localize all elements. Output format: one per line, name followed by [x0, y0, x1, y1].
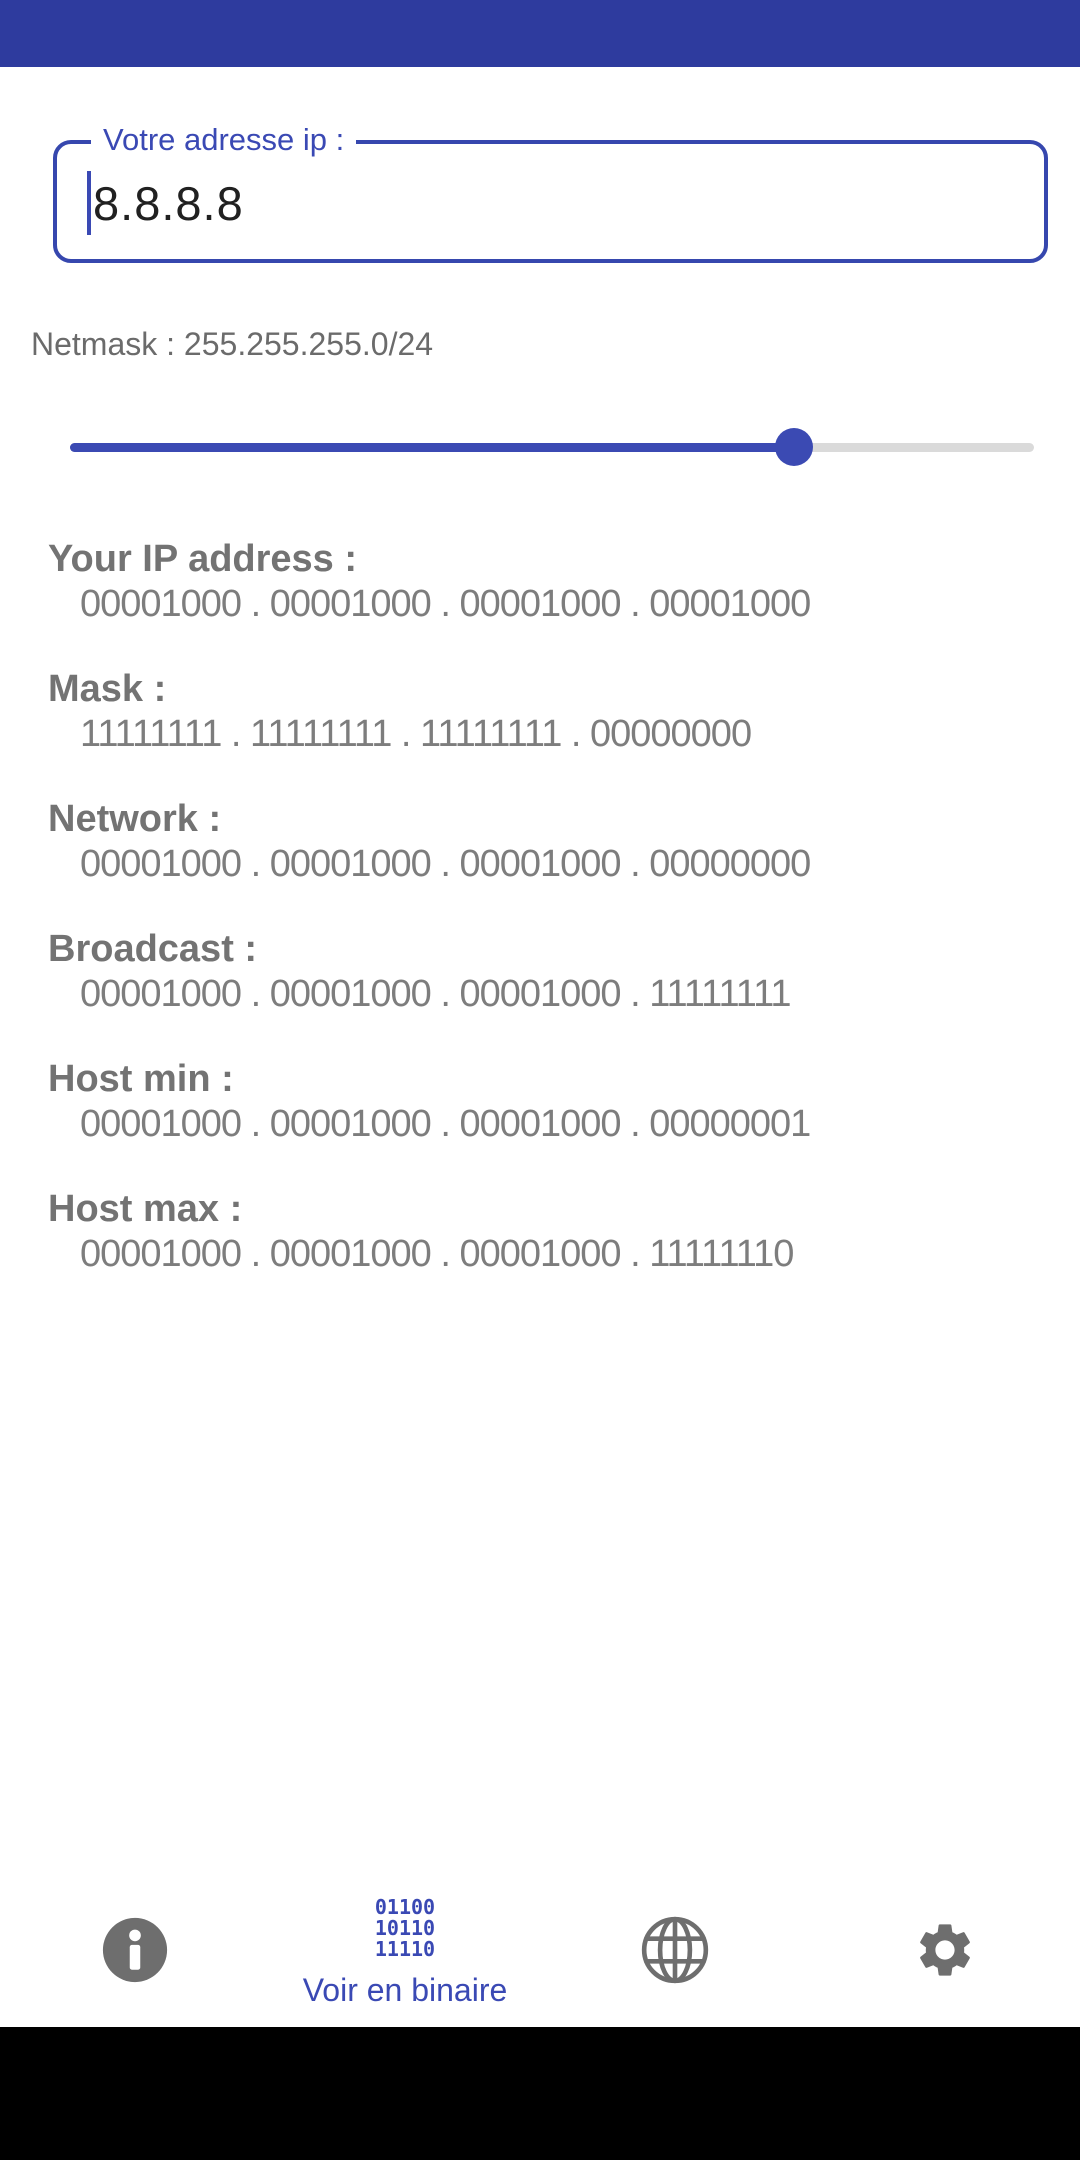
row-host-max [0, 1187, 1080, 1277]
section-label: Network : [48, 798, 222, 840]
ip-field-label: Votre adresse ip : [91, 122, 356, 158]
binary-results [0, 537, 1080, 1317]
app-bar [0, 0, 1080, 67]
section-label: Your IP address : [48, 538, 358, 580]
binary-tab-label[interactable]: Voir en binaire [302, 1971, 508, 2008]
binary-value: 00001000 . 00001000 . 00001000 . 11111110 [80, 1233, 794, 1275]
row-host-min [0, 1057, 1080, 1147]
tab-settings[interactable] [810, 1878, 1080, 2027]
binary-value: 00001000 . 00001000 . 00001000 . 00000000 [80, 843, 811, 885]
binary-value: 00001000 . 00001000 . 00001000 . 00001000 [80, 583, 811, 625]
row-mask [0, 667, 1080, 757]
netmask-slider[interactable] [70, 427, 1034, 467]
binary-value: 11111111 . 11111111 . 11111111 . 00000000 [80, 713, 752, 755]
ip-address-field[interactable] [53, 122, 1048, 263]
slider-fill [70, 443, 794, 452]
netmask-text: Netmask : 255.255.255.0/24 [31, 326, 434, 362]
row-broadcast [0, 927, 1080, 1017]
binary-value: 00001000 . 00001000 . 00001000 . 11111111 [80, 973, 791, 1015]
gear-icon [913, 1918, 977, 1987]
tab-voir-en-binaire[interactable] [270, 1878, 540, 2027]
info-icon [100, 1915, 170, 1990]
tab-network[interactable] [540, 1878, 810, 2027]
system-nav-bar [0, 2027, 1080, 2160]
text-cursor [87, 171, 91, 235]
section-label: Host max : [48, 1188, 243, 1230]
slider-thumb[interactable] [775, 428, 813, 466]
row-network [0, 797, 1080, 887]
section-label: Mask : [48, 668, 167, 710]
tab-info[interactable] [0, 1878, 270, 2027]
ip-field-value[interactable]: 8.8.8.8 [93, 176, 244, 230]
binary-value: 00001000 . 00001000 . 00001000 . 00000001 [80, 1103, 811, 1145]
bottom-nav [0, 1878, 1080, 2027]
binary-preview-icon: 01100 10110 11110 [374, 1894, 436, 1961]
section-label: Host min : [48, 1058, 234, 1100]
section-label: Broadcast : [48, 928, 258, 970]
row-your-ip [0, 537, 1080, 627]
globe-icon [638, 1913, 712, 1992]
